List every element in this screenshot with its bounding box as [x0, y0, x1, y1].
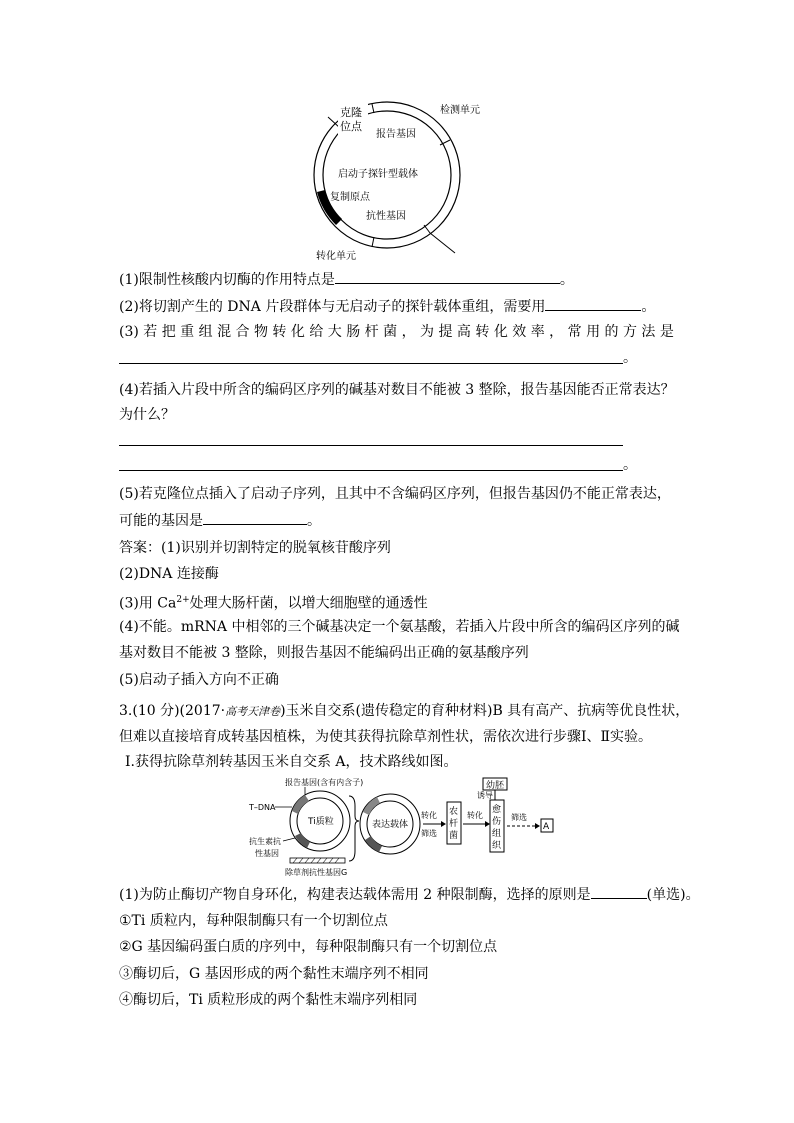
arrow-to-callus-head	[485, 821, 490, 827]
clone-site-label-1: 克隆	[340, 106, 362, 119]
agrobacterium-label-1: 农	[449, 807, 459, 817]
screen2-label: 筛选	[511, 813, 527, 822]
vector-name-label: 启动子探针型载体	[338, 169, 418, 180]
answer-3-superscript: 2+	[176, 595, 190, 605]
question-2	[119, 296, 655, 317]
question-4-line-1: (4)若插入片段中所含的编码区序列的碱基对数目不能被 3 整除，报告基因能否正常表达？	[119, 382, 675, 398]
antibiotic-gene-label-1: 抗生素抗	[249, 837, 281, 846]
answer-2: (2)DNA 连接酶	[119, 566, 219, 582]
antibiotic-leader	[283, 838, 295, 841]
screen-label: 筛选	[421, 829, 437, 838]
transform2-label: 转化	[467, 811, 483, 820]
answer-4-line-1: (4)不能。mRNA 中相邻的三个碱基决定一个氨基酸，若插入片段中所含的编码区序列的碱	[119, 619, 680, 635]
promoter-probe-vector-diagram	[280, 95, 520, 265]
answer-blank-5[interactable]	[203, 510, 307, 525]
question-6-end: (单选)。	[646, 887, 700, 903]
problem-3-source: 高考天津卷	[225, 705, 281, 718]
problem-3-intro	[119, 701, 689, 722]
option-2: ②G 基因编码蛋白质的序列中，每种限制酶只有一个切割位点	[119, 939, 498, 955]
resistance-tick-2	[424, 225, 430, 233]
transformation-unit-leader	[430, 233, 455, 253]
transgenic-route-diagram	[245, 776, 575, 881]
option-4: ④酶切后，Ti 质粒形成的两个黏性末端序列相同	[119, 992, 418, 1008]
question-3	[119, 322, 674, 342]
ti-plasmid-label: Ti质粒	[308, 817, 334, 827]
callus-label-3: 组	[492, 829, 502, 839]
callus-label-2: 伤	[492, 817, 502, 827]
answer-3-post: 处理大肠杆菌，以增大细胞壁的通透性	[189, 595, 428, 612]
question-5-end: 。	[307, 513, 321, 529]
reporter-tick	[372, 104, 374, 113]
problem-3-step-1: Ⅰ.获得抗除草剂转基因玉米自交系 A，技术路线如图。	[125, 754, 458, 770]
callus-label-1: 愈	[492, 805, 502, 815]
answer-blank-4b[interactable]	[119, 470, 623, 471]
question-2-end: 。	[641, 299, 656, 315]
question-1	[119, 269, 574, 290]
combine-brace	[349, 796, 359, 861]
question-1-text: (1)限制性核酸内切酶的作用特点是	[119, 272, 335, 288]
answer-1: 答案：(1)识别并切割特定的脱氧核苷酸序列	[119, 540, 391, 556]
answer-blank-2[interactable]	[545, 296, 641, 311]
result-label: A	[543, 822, 550, 832]
herbicide-gene-label: 除草剂抗性基因G	[285, 868, 348, 877]
problem-3-intro-rest: )玉米自交系(遗传稳定的育种材料)B 具有高产、抗病等优良性状，	[280, 703, 690, 719]
question-5-line-2	[119, 510, 321, 531]
question-4-end: 。	[623, 457, 637, 473]
expression-vector-label: 表达载体	[372, 820, 409, 830]
question-6-text: (1)为防止酶切产物自身环化，构建表达载体需用 2 种限制酶，选择的原则是	[119, 887, 591, 903]
answer-5: (5)启动子插入方向不正确	[119, 672, 279, 688]
arrow-to-a-head	[535, 823, 540, 829]
answer-blank-4a[interactable]	[119, 445, 623, 446]
reporter-gene-label: 报告基因	[376, 129, 416, 140]
embryo-label: 幼胚	[486, 781, 505, 791]
clone-site-label-2: 位点	[340, 120, 362, 133]
replication-origin-label: 复制原点	[330, 192, 370, 203]
question-1-end: 。	[559, 272, 574, 288]
answer-blank-6[interactable]	[591, 884, 647, 899]
question-6	[119, 884, 700, 905]
answer-3	[119, 590, 428, 614]
resistance-gene-label: 抗性基因	[366, 211, 406, 222]
question-2-text: (2)将切割产生的 DNA 片段群体与无启动子的探针载体重组，需要用	[119, 299, 546, 315]
problem-3-intro-line-2: 但难以直接培育成转基因植株，为使其获得抗除草剂性状，需依次进行步骤Ⅰ、Ⅱ实验。	[119, 729, 653, 745]
induce-label: 诱导	[477, 791, 493, 800]
detection-unit-label: 检测单元	[440, 105, 480, 116]
resistance-tick-1	[372, 237, 374, 247]
transform-label: 转化	[421, 811, 437, 820]
question-3-text: (3) 若 把 重 组 混 合 物 转 化 给 大 肠 杆 菌 ， 为 提 高 转 化 效 率 ， 常 用 的 方 法 是	[119, 324, 674, 340]
answer-blank-3[interactable]	[119, 363, 623, 364]
transformation-unit-label: 转化单元	[316, 251, 356, 262]
arrow-to-agro-head	[441, 821, 446, 827]
agrobacterium-label-2: 杆	[449, 819, 459, 829]
answer-blank-1[interactable]	[335, 269, 560, 284]
antibiotic-gene-label-2: 性基因	[255, 849, 279, 858]
answer-3-pre: (3)用 Ca	[119, 595, 177, 612]
option-1: ①Ti 质粒内，每种限制酶只有一个切割位点	[119, 913, 388, 929]
tdna-label: T–DNA	[249, 803, 276, 812]
agrobacterium-label-3: 菌	[449, 831, 459, 841]
callus-label-4: 织	[492, 841, 502, 851]
question-5-text: 可能的基因是	[119, 513, 203, 529]
question-5-line-1: (5)若克隆位点插入了启动子序列，且其中不含编码区序列，但报告基因仍不能正常表达，	[119, 486, 671, 502]
question-3-end: 。	[623, 350, 637, 366]
problem-3-prefix: 3.(10 分)(2017·	[119, 703, 226, 719]
question-4-line-2: 为什么？	[119, 407, 175, 423]
option-3: ③酶切后，G 基因形成的两个黏性末端序列不相同	[119, 966, 429, 982]
reporter-gene-intron-label: 报告基因(含有内含子)	[285, 778, 364, 787]
answer-4-line-2: 基对数目不能被 3 整除，则报告基因不能编码出正确的氨基酸序列	[119, 645, 529, 661]
